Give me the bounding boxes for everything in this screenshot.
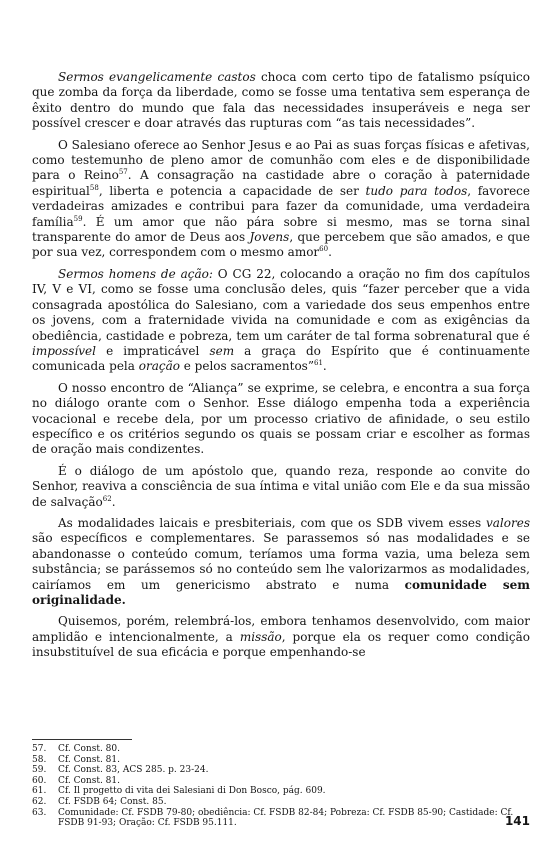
text-run: .	[322, 359, 327, 374]
emphasis-text: impossível	[32, 343, 96, 358]
emphasis-text: sem	[209, 343, 235, 358]
text-run: e impraticável	[96, 343, 210, 358]
footnote-number: 58.	[32, 754, 47, 765]
paragraph-men-of-action	[32, 267, 530, 375]
footnote	[32, 755, 530, 766]
text-run: O CG 22, colocando a oração no fim dos capítulos IV, V e VI, como se fosse uma conclusão deles, quis “fazer perceber que a vida consagrada apostólica do Salesiano, com a variedade dos seus empenhos entre os jovens, com a fraternidade vivida na comunidade e com as exigências da obediência, castidade e pobreza, tem um caráter de tal forma sobrenatural que é	[32, 266, 530, 343]
text-run: e pelos sacramentos”	[179, 359, 314, 374]
footnote-ref: 57	[118, 168, 128, 177]
footnote-ref: 59	[73, 214, 83, 223]
emphasis-text: missão	[239, 629, 282, 644]
text-run: , que percebem que são amados, e que por sua vez, correspondem com o mesmo amor	[32, 230, 530, 260]
footnote-text: Cf. Const. 81.	[58, 775, 120, 786]
text-run: É o diálogo de um apóstolo que, quando reza, responde ao convite do Senhor, reaviva a consciência de sua íntima e vital união com Ele e da sua missão de salvação	[32, 463, 530, 509]
emphasis-text: Sermos homens de ação:	[58, 266, 213, 281]
footnote-text: Cf. Const. 81.	[58, 754, 120, 765]
emphasis-text: valores	[486, 515, 530, 530]
footnote-ref: 62	[102, 494, 112, 503]
footnote-number: 62.	[32, 796, 47, 807]
paragraph-apostle-dialogue	[32, 464, 530, 510]
footnote-number: 61.	[32, 786, 47, 797]
bold-text: comunidade sem originalidade.	[32, 577, 530, 607]
footnote	[32, 808, 530, 829]
text-run: são específicos e complementares. Se parassemos só nas modalidades e se abandonasse o conteúdo comum, teríamos uma forma vazia, uma beleza sem substância; se parássemos só no conteúdo sem lhe valorizarmos as modalidades, cairíamos em um genericismo abstrato e numa	[32, 531, 530, 592]
text-run: . A consagração na castidade abre o coração à paternidade espiritual	[32, 168, 530, 198]
footnote-number: 57.	[32, 744, 47, 754]
footnote-text: Cf. Const. 80.	[58, 744, 120, 754]
footnote	[32, 786, 530, 797]
text-run: .	[111, 494, 116, 509]
emphasis-text: oração	[138, 359, 180, 374]
footnote-text: Cf. FSDB 64; Const. 85.	[58, 796, 167, 807]
text-run: Quisemos, porém, relembrá-los, embora tenhamos desenvolvido, com maior amplidão e intencionalmente, a	[32, 614, 530, 644]
text-run: a graça do Espírito que é continuamente comunicada pela	[32, 343, 530, 374]
emphasis-text: tudo para todos	[365, 183, 468, 198]
footnote	[32, 744, 530, 755]
footnote-ref: 61	[313, 359, 323, 368]
paragraph-alliance	[32, 381, 530, 458]
footnote	[32, 776, 530, 787]
footnote-number: 63.	[32, 807, 47, 818]
text-run: As modalidades laicais e presbiteriais, com que os SDB vivem esses	[58, 515, 486, 530]
footnote-divider	[32, 739, 132, 740]
paragraph-modalities	[32, 516, 530, 608]
footnote-text: Cf. Const. 83, ACS 285. p. 23-24.	[58, 765, 209, 776]
text-run: O nosso encontro de “Aliança” se exprime, se celebra, e encontra a sua força no diálogo orante com o Senhor. Esse diálogo empenha toda a experiência vocacional e recebe dela, por um processo criativo de afinidade, o seu estilo específico e os critérios segundo os quais se possam criar e escolher as formas de oração mais condizentes.	[32, 380, 530, 457]
footnote-text: Cf. Il progetto di vita dei Salesiani di Don Bosco, pág. 609.	[58, 786, 326, 797]
text-run: . É um amor que não pára sobre si mesmo, mas se torna sinal transparente do amor de Deus aos	[32, 214, 530, 245]
page-number: 141	[504, 814, 530, 828]
emphasis-text: Sermos evangelicamente castos	[58, 70, 256, 84]
emphasis-text: Jovens	[249, 230, 290, 245]
paragraph-salesian-offering	[32, 138, 530, 261]
text-run: , porque ela os requer como condição insubstituível de sua eficácia e porque empenhando-se	[32, 629, 530, 660]
text-run: , favorece verdadeiras amizades e contribui para fazer da comunidade, uma verdadeira família	[32, 183, 530, 229]
text-run: .	[328, 245, 332, 260]
footnote	[32, 797, 530, 808]
footnote-number: 59.	[32, 765, 47, 776]
paragraph-chastity	[32, 70, 530, 132]
footnotes	[32, 744, 530, 829]
footnote-ref: 58	[89, 183, 99, 192]
paragraph-mission	[32, 614, 530, 660]
body-text	[32, 70, 530, 667]
footnote-text: Comunidade: Cf. FSDB 79-80; obediência: Cf. FSDB 82-84; Pobreza: Cf. FSDB 85-90; Castidade: Cf. FSDB 91-93; Oração: Cf. FSDB 95.111.	[58, 807, 514, 829]
text-run: O Salesiano oferece ao Senhor Jesus e ao Pai as suas forças físicas e afetivas, como testemunho de pleno amor de comunhão com eles e de disponibilidade para o Reino	[32, 137, 530, 183]
text-run: choca com certo tipo de fatalismo psíquico que zomba da força da liberdade, como se fosse uma tentativa sem esperança de êxito dentro do mundo que fala das necessidades insuperáveis e nega ser possível crescer e doar através das rupturas com “as tais necessidades”.	[32, 70, 530, 131]
footnote-number: 60.	[32, 775, 47, 786]
footnote-ref: 60	[319, 245, 329, 254]
text-run: , liberta e potencia a capacidade de ser	[98, 183, 366, 198]
footnote	[32, 765, 530, 776]
